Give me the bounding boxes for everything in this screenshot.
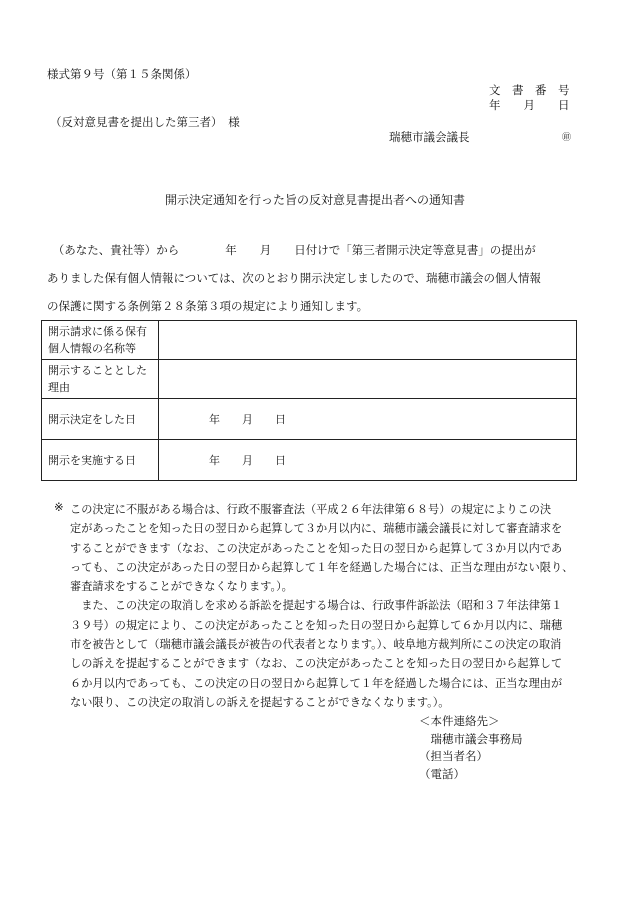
- note-line: 市を被告として（瑞穂市議会議長が被告の代表者となります。）、岐阜地方裁判所にこの決定の取消: [70, 638, 562, 652]
- note-line: また、この決定の取消しを求める訴訟を提起する場合は、行政事件訴訟法（昭和３７年法律第１: [70, 599, 563, 613]
- row-label-line: 開示請求に係る保有: [48, 325, 147, 338]
- row-label: [42, 360, 159, 399]
- note-line: することができます（なお、この決定があったことを知った日の翌日から起算して３か月以内であ: [70, 541, 563, 555]
- form-number: 様式第９号（第１５条関係）: [47, 67, 197, 81]
- body-line: （あなた、貴社等）から 年 月 日付けで「第三者開示決定等意見書」の提出が: [47, 243, 536, 257]
- row-label: [42, 440, 159, 481]
- body-line: の保護に関する条例第２８条第３項の規定により通知します。: [47, 299, 369, 313]
- note-line: ない限り、この決定の取消しの訴えを提起することができなくなります。）。: [70, 695, 450, 709]
- note-line: 審査請求をすることができなくなります。）。: [70, 580, 293, 594]
- decision-date-value: 年 月 日: [159, 399, 577, 440]
- seal-mark: ㊞: [562, 133, 572, 143]
- table-row: [42, 399, 577, 440]
- contact-heading: ＜本件連絡先＞: [419, 714, 500, 728]
- row-value: [159, 321, 577, 360]
- appeal-notes: [70, 500, 590, 712]
- contact-block: [419, 713, 523, 783]
- table-row: [42, 440, 577, 481]
- table-row: [42, 360, 577, 399]
- note-line: 定があったことを知った日の翌日から起算して３か月以内に、瑞穂市議会議長に対して審査請求を: [70, 522, 563, 536]
- row-value: [159, 360, 577, 399]
- row-label-line: 開示決定をした日: [48, 412, 136, 426]
- row-label-line: 理由: [48, 381, 70, 394]
- document-number-label: 文 書 番 号: [489, 83, 570, 97]
- note-line: この決定に不服がある場合は、行政不服審査法（平成２６年法律第６８号）の規定によりこの決: [70, 503, 552, 516]
- issuer-name: 瑞穂市議会議長: [389, 130, 470, 144]
- table-row: [42, 321, 577, 360]
- implementation-date-value: 年 月 日: [159, 440, 577, 481]
- row-label-line: 開示を実施する日: [48, 453, 136, 467]
- body-line: ありました保有個人情報については、次のとおり開示決定しましたので、瑞穂市議会の個人情報: [47, 271, 542, 285]
- note-mark: ※: [54, 500, 64, 514]
- row-label: [42, 321, 159, 360]
- row-label-line: 開示することとした: [48, 364, 147, 377]
- date-line: 年 月 日: [489, 98, 570, 112]
- note-line: っても、この決定があった日の翌日から起算して１年を経過した場合には、正当な理由がない限り、: [70, 560, 574, 574]
- row-label: [42, 399, 159, 440]
- document-title: 開示決定通知を行った旨の反対意見書提出者への通知書: [164, 193, 465, 207]
- note-line: ３９号）の規定により、この決定があったことを知った日の翌日から起算して６か月以内に、瑞穂: [70, 618, 563, 632]
- body-paragraph: [47, 236, 587, 320]
- contact-office: 瑞穂市議会事務局: [419, 731, 523, 746]
- note-line: ６か月以内であっても、この決定の日の翌日から起算して１年を経過した場合には、正当な理由が: [70, 676, 563, 690]
- contact-person: （担当者名）: [419, 749, 488, 763]
- row-label-line: 個人情報の名称等: [48, 342, 136, 355]
- disclosure-info-table: [41, 320, 577, 481]
- contact-phone: （電話）: [419, 766, 465, 781]
- note-line: しの訴えを提起することができます（なお、この決定があったことを知った日の翌日から起算して: [70, 657, 563, 671]
- recipient-line: （反対意見書を提出した第三者） 様: [50, 115, 240, 129]
